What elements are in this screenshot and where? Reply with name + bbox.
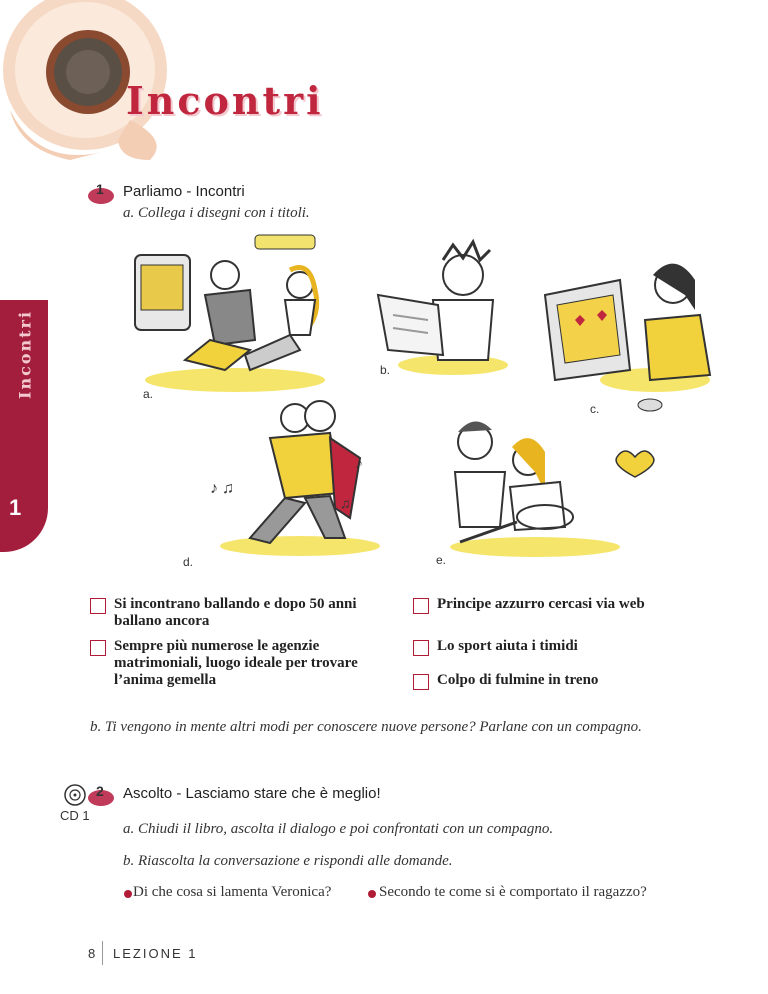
side-tab-number: 1 xyxy=(9,495,22,520)
picture-label: a. xyxy=(143,387,154,401)
question-text: Secondo te come si è comportato il ragazzo? xyxy=(379,884,647,900)
cd-icon xyxy=(64,784,86,806)
svg-text:♪: ♪ xyxy=(355,455,363,472)
cd-label: CD 1 xyxy=(60,808,90,823)
option-text: Sempre più numerose le agenzie matrimoniali, luogo ideale per trovare l’anima gemella xyxy=(114,638,358,688)
picture-label: c. xyxy=(590,402,600,416)
side-tab-label: Incontri xyxy=(15,309,35,400)
picture-label: d. xyxy=(183,555,194,569)
page-title: Incontri xyxy=(126,78,324,123)
question-text: Di che cosa si lamenta Veronica? xyxy=(133,884,332,900)
answer-checkbox[interactable] xyxy=(413,640,429,656)
exercise-title: Ascolto - Lasciamo stare che è meglio! xyxy=(123,785,381,802)
footer-divider xyxy=(102,941,103,965)
picture-label: e. xyxy=(436,553,447,567)
exercise-instruction: a. Chiudi il libro, ascolta il dialogo e poi confrontati con un compagno. xyxy=(123,821,554,837)
svg-text:♪ ♫: ♪ ♫ xyxy=(210,480,234,497)
exercise-title: Parliamo - Incontri xyxy=(123,183,245,200)
illustration-e xyxy=(420,412,685,562)
option-text: Principe azzurro cercasi via web xyxy=(437,596,645,612)
answer-checkbox[interactable] xyxy=(413,674,429,690)
svg-text:♫: ♫ xyxy=(340,497,351,512)
bullet xyxy=(124,890,132,898)
illustration-a xyxy=(125,230,335,400)
exercise-instruction: b. Riascolta la conversazione e rispondi alle domande. xyxy=(123,853,453,869)
option-text: Colpo di fulmine in treno xyxy=(437,672,599,688)
picture-label: b. xyxy=(380,363,391,377)
page-number: 8 xyxy=(88,946,96,961)
illustration-c xyxy=(535,255,715,415)
answer-checkbox[interactable] xyxy=(90,598,106,614)
exercise-instruction: b. Ti vengono in mente altri modi per conoscere nuove persone? Parlane con un compagno. xyxy=(90,719,642,735)
exercise-instruction: a. Collega i disegni con i titoli. xyxy=(123,205,310,221)
lesson-label: LEZIONE 1 xyxy=(113,946,198,961)
option-text: Si incontrano ballando e dopo 50 anni ballano ancora xyxy=(114,596,357,629)
answer-checkbox[interactable] xyxy=(413,598,429,614)
bullet xyxy=(368,890,376,898)
illustration-d xyxy=(190,398,390,563)
answer-checkbox[interactable] xyxy=(90,640,106,656)
exercise-number: 2 xyxy=(96,783,104,799)
option-text: Lo sport aiuta i timidi xyxy=(437,638,578,654)
exercise-number: 1 xyxy=(96,181,104,197)
illustration-b xyxy=(368,240,518,380)
